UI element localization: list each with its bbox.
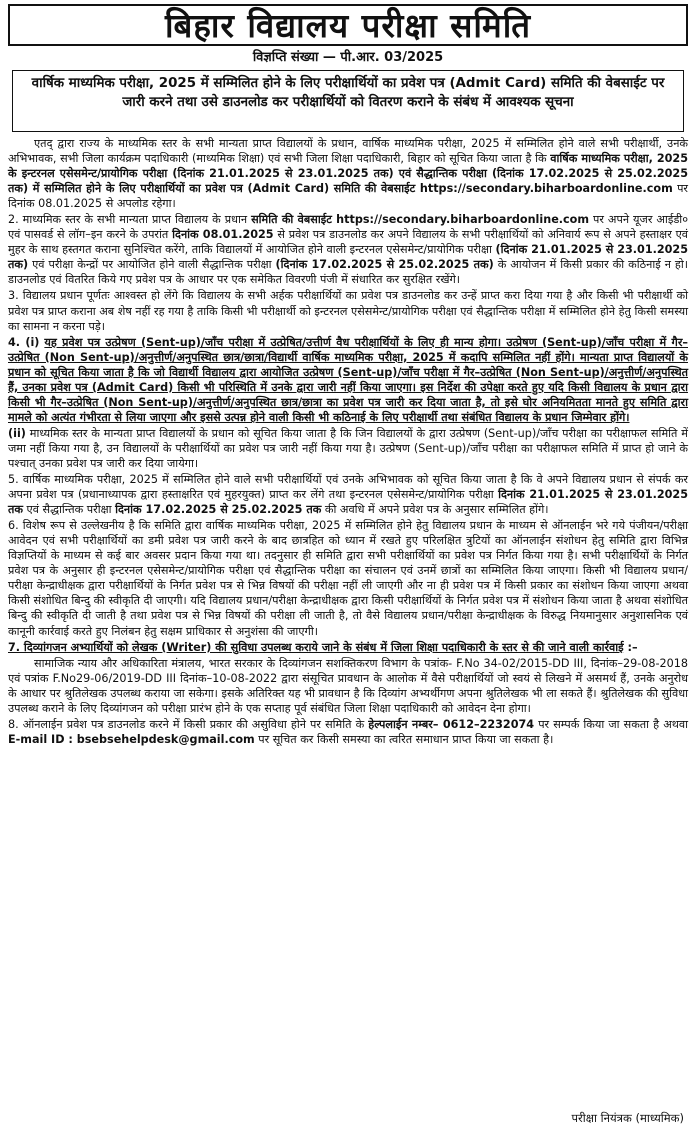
paragraph-2	[8, 212, 688, 287]
p5-text: 5. वार्षिक माध्यमिक परीक्षा, 2025 में सम्मिलित होने वाले सभी परीक्षार्थियों एवं उनके अभिभावक को सूचित किया जाता है कि वे अपने विद्यालय प्रधान से संपर्क कर अपना प्रवेश पत्र (प्रधानाध्यापक द्वारा हस्ताक्षरित एवं मुहरयुक्त) प्राप्त कर लेंगे तथा इन्टरनल एसेसमेन्ट/प्रायोगिक परीक्षा	[8, 473, 688, 502]
p5-text-3: की अवधि में अपने प्रवेश पत्र के अनुसार सम्मिलित होंगे।	[324, 503, 549, 517]
p2-text-3: से प्रवेश पत्र डाउनलोड कर अपने विद्यालय के सभी परीक्षार्थियों को अनिवार्य रूप से अपने हस्ताक्षर एवं मुहर के साथ हस्तगत कराना सुनिश्चित करेंगे, ताकि विद्यालयों में आयोजित होने वाली इन्टरनल एसेसमेन्ट/प्रायोगिक परीक्षा	[8, 228, 688, 257]
p8-text-2: पर सम्पर्क किया जा सकता है अथवा	[538, 717, 689, 731]
p2-practical-dates: (दिनांक 21.01.2025 से 23.01.2025 तक)	[8, 243, 688, 272]
p2-text-5: के आयोजन में किसी प्रकार की कठिनाई न हो। डाउनलोड एवं वितरित किये गए प्रवेश पत्र के आधार पर एक समेकित विवरणी पंजी में संधारित कर सुरक्षित रखेंगे।	[8, 258, 688, 287]
p1-bold: वार्षिक माध्यमिक परीक्षा, 2025 के इन्टरनल एसेसमेन्ट/प्रायोगिक परीक्षा (दिनांक 21.01.2025 से 23.01.2025 तक) एवं सैद्धान्तिक परीक्षा (दिनांक 17.02.2025 से 25.02.2025 तक) में सम्मिलित होने के लिए परीक्षार्थियों का प्रवेश पत्र (Admit Card) समिति की वेबसाईट https://secondary.biharboardonline.com	[8, 152, 689, 196]
p1-tail: पर दिनांक 08.01.2025 से अपलोड रहेगा।	[8, 182, 688, 211]
board-title: बिहार विद्यालय परीक्षा समिति	[8, 4, 688, 46]
p2-text-2: पर अपने यूजर आईडी० एवं पासवर्ड से लॉग–इन करने के उपरांत	[8, 213, 689, 242]
p4-number: 4. (i)	[8, 335, 40, 349]
paragraph-3: 3. विद्यालय प्रधान पूर्णतः आश्वस्त हो लेंगे कि विद्यालय के सभी अर्हक परीक्षार्थियों का प्रवेश पत्र डाउनलोड कर उन्हें प्राप्त करा दिया गया है और किसी भी परीक्षार्थी को प्रवेश पत्र प्राप्त कराना अब शेष नहीं रह गया है ताकि किसी भी परीक्षार्थी को इन्टरनल एसेसमेन्ट/प्रायोगिक परीक्षा एवं सैद्धान्तिक परीक्षा में सम्मिलित होने हेतु किसी समस्या का सामना न करना पड़े।	[8, 289, 688, 333]
paragraph-7	[8, 640, 688, 655]
signature: परीक्षा नियंत्रक (माध्यमिक)	[571, 1111, 684, 1125]
paragraph-7-body: सामाजिक न्याय और अधिकारिता मंत्रालय, भारत सरकार के दिव्यांगजन सशक्तिकरण विभाग के पत्रांक- F.No 34-02/2015-DD III, दिनांक–29-08-2018 एवं पत्रांक F.No29-06/2019-DD III दिनांक–10-08-2022 द्वारा संसूचित प्रावधान के आलोक में वैसे परीक्षार्थियों जो स्वयं से लिखने में असमर्थ हैं, उनके अनुरोध के आधार पर श्रुतिलेखक उपलब्ध कराया जा सकेगा। इसके अतिरिक्त यह भी प्रावधान है कि दिव्यांग अभ्यर्थीगण अपना श्रुतिलेखक भी ला सकते हैं। श्रुतिलेखक की सुविधा उपलब्ध कराने के लिए दिव्यांगजन को परीक्षा प्रारंभ होने के एक सप्ताह पूर्व संबंधित जिला शिक्षा पदाधिकारी को आवेदन देना होगा।	[8, 656, 688, 715]
p7-heading-tail: :–	[623, 640, 638, 654]
paragraph-4-ii	[8, 426, 688, 471]
p1-text: एतद् द्वारा राज्य के माध्यमिक स्तर के सभी मान्यता प्राप्त विद्यालयों के प्रधान, वार्षिक माध्यमिक परीक्षा, 2025 में सम्मिलित होने वाले सभी परीक्षार्थी, उनके अभिभावक, सभी जिला कार्यक्रम पदाधिकारी (माध्यमिक शिक्षा) एवं सभी जिला शिक्षा पदाधिकारी, बिहार को सूचित किया जाता है कि	[8, 137, 688, 166]
notice-number: विज्ञप्ति संख्या — पी.आर. 03/2025	[252, 50, 444, 65]
p5-theory-dates: दिनांक 17.02.2025 से 25.02.2025 तक	[115, 503, 322, 517]
p5-practical-dates: दिनांक 21.01.2025 से 23.01.2025 तक	[8, 488, 689, 517]
p7-heading: 7. दिव्यांगजन अभ्यार्थियों को लेखक (Writer) की सुविधा उपलब्ध कराये जाने के संबंध में जिला शिक्षा पदाधिकारी के स्तर से की जाने वाली कार्रवाई	[8, 640, 624, 654]
p2-website: समिति की वेबसाईट https://secondary.biharboardonline.com	[251, 213, 590, 227]
p2-text-4: एवं परीक्षा केन्द्रों पर आयोजित होने वाली सैद्धान्तिक परीक्षा	[32, 258, 272, 272]
helpline-number: हेल्पलाईन नम्बर– 0612–2232074	[368, 717, 535, 731]
p8-text-3: पर सूचित कर किसी समस्या का त्वरित समाधान प्राप्त किया जा सकता है।	[258, 732, 554, 746]
p4-ii-number: (ii)	[8, 426, 26, 440]
subject-box: वार्षिक माध्यमिक परीक्षा, 2025 में सम्मिलित होने के लिए परीक्षार्थियों का प्रवेश पत्र (Admit Card) समिति की वेबसाईट पर जारी करने तथा उसे डाउनलोड कर परीक्षार्थियों को वितरण कराने के संबंध में आवश्यक सूचना	[12, 70, 684, 132]
p5-text-2: एवं सैद्धान्तिक परीक्षा	[26, 503, 112, 517]
notice-body	[8, 136, 688, 747]
p2-theory-dates: (दिनांक 17.02.2025 से 25.02.2025 तक)	[275, 258, 494, 272]
paragraph-6: 6. विशेष रूप से उल्लेखनीय है कि समिति द्वारा वार्षिक माध्यमिक परीक्षा, 2025 में सम्मिलित होने हेतु विद्यालय प्रधान के माध्यम से ऑनलाईन भरे गये पंजीयन/परीक्षा आवेदन एवं सभी परीक्षार्थियों का डमी प्रवेश पत्र जारी करने के बाद छात्रहित को ध्यान में रखते हुए परिलक्षित त्रुटियों का ऑनलाईन संशोधन हेतु समिति द्वारा विभिन्न विज्ञप्तियों के माध्यम से कई बार अवसर प्रदान किया गया था। तदनुसार ही समिति द्वारा सभी परीक्षार्थियों का प्रवेश पत्र निर्गत किया गया है। सभी परीक्षार्थियों के निर्गत प्रवेश पत्र के अनुसार ही इन्टरनल एसेसमेन्ट/प्रायोगिक परीक्षा एवं सैद्धान्तिक परीक्षा का संचालन एवं उनमें छात्रों का सम्मिलित किया जाएगा। किसी भी विद्यालय प्रधान/परीक्षा केन्द्राधीक्षक द्वारा परीक्षार्थियों के निर्गत प्रवेश पत्र से भिन्न विषयों की परीक्षा नहीं ली जाएगी और ना ही प्रवेश पत्र में किसी प्रकार का संशोधन किया जाएगा अथवा किसी संशोधित बिन्दु की स्वीकृति दी जाएगी। यदि विद्यालय प्रधान/परीक्षा केन्द्राधीक्षक द्वारा किसी परीक्षार्थियों के निर्गत प्रवेश पत्र में संशोधन किया जाता है अथवा संशोधित बिन्दु की स्वीकृति दी जाती है तथा प्रवेश पत्र से भिन्न विषयों की परीक्षा ली जाती है, तो वैसे विद्यालय प्रधान/परीक्षा केन्द्राधीक्षक के विरुद्ध नियमानुसार अनुशासनिक एवं कानूनी कार्रवाई करते हुए निलंबन हेतु सक्षम प्राधिकार से अनुशंसा की जाएगी।	[8, 519, 688, 638]
paragraph-8	[8, 717, 688, 747]
p8-text: 8. ऑनलाईन प्रवेश पत्र डाउनलोड करने में किसी प्रकार की असुविधा होने पर समिति के	[8, 717, 365, 731]
p2-date: दिनांक 08.01.2025	[172, 228, 274, 242]
helpdesk-email: E-mail ID : bsebsehelpdesk@gmail.com	[8, 732, 255, 746]
p4-ii-text: माध्यमिक स्तर के मान्यता प्राप्त विद्यालयों के प्रधान को सूचित किया जाता है कि जिन विद्यालयों के द्वारा उत्प्रेषण (Sent-up)/जाँच परीक्षा का परीक्षाफल समिति में जमा नहीं किया गया है, उन विद्यालयों के परीक्षार्थियों का प्रवेश पत्र जारी नहीं किया गया है। उत्प्रेषण (Sent-up)/जाँच परीक्षा का परीक्षाफल समिति में प्राप्त हो जाने के पश्चात् उनका प्रवेश पत्र जारी कर दिया जायेगा।	[8, 426, 688, 470]
paragraph-5	[8, 472, 688, 517]
paragraph-1	[8, 136, 688, 211]
p4-i-text: यह प्रवेश पत्र उत्प्रेषण (Sent-up)/जाँच परीक्षा में उत्प्रेषित/उत्तीर्ण वैध परीक्षार्थियों के लिए ही मान्य होगा। उत्प्रेषण (Sent-up)/जाँच परीक्षा में गैर–उत्प्रेषित (Non Sent-up)/अनुत्तीर्ण/अनुपस्थित छात्र/छात्रा/विद्यार्थी वार्षिक माध्यमिक परीक्षा, 2025 में कदापि सम्मिलित नहीं होंगे। मान्यता प्राप्त विद्यालयों के प्रधान को सूचित किया जाता है कि जो विद्यार्थी विद्यालय द्वारा आयोजित उत्प्रेषण (Sent-up)/जाँच परीक्षा में गैर–उत्प्रेषित (Non Sent-up)/अनुत्तीर्ण/अनुपस्थित हैं, उनका प्रवेश पत्र (Admit Card) किसी भी परिस्थिति में उनके द्वारा जारी नहीं किया जाएगा। इस निर्देश की उपेक्षा करते हुए यदि किसी विद्यालय के प्रधान द्वारा किसी भी गैर–उत्प्रेषित (Non Sent-up)/अनुत्तीर्ण/अनुपस्थित छात्र/छात्रा का प्रवेश पत्र जारी कर दिया जाता है, तो इसे घोर अनियमितता मानते हुए समिति द्वारा मामले को अत्यंत गंभीरता से लिया जाएगा और इससे उत्पन्न होने वाली किसी भी कठिनाई के लिए परीक्षार्थी तथा संबंधित विद्यालय के प्रधान जिम्मेवार होंगे।	[8, 335, 688, 424]
p2-text: 2. माध्यमिक स्तर के सभी मान्यता प्राप्त विद्यालय के प्रधान	[8, 213, 248, 227]
paragraph-4-i	[8, 335, 688, 425]
